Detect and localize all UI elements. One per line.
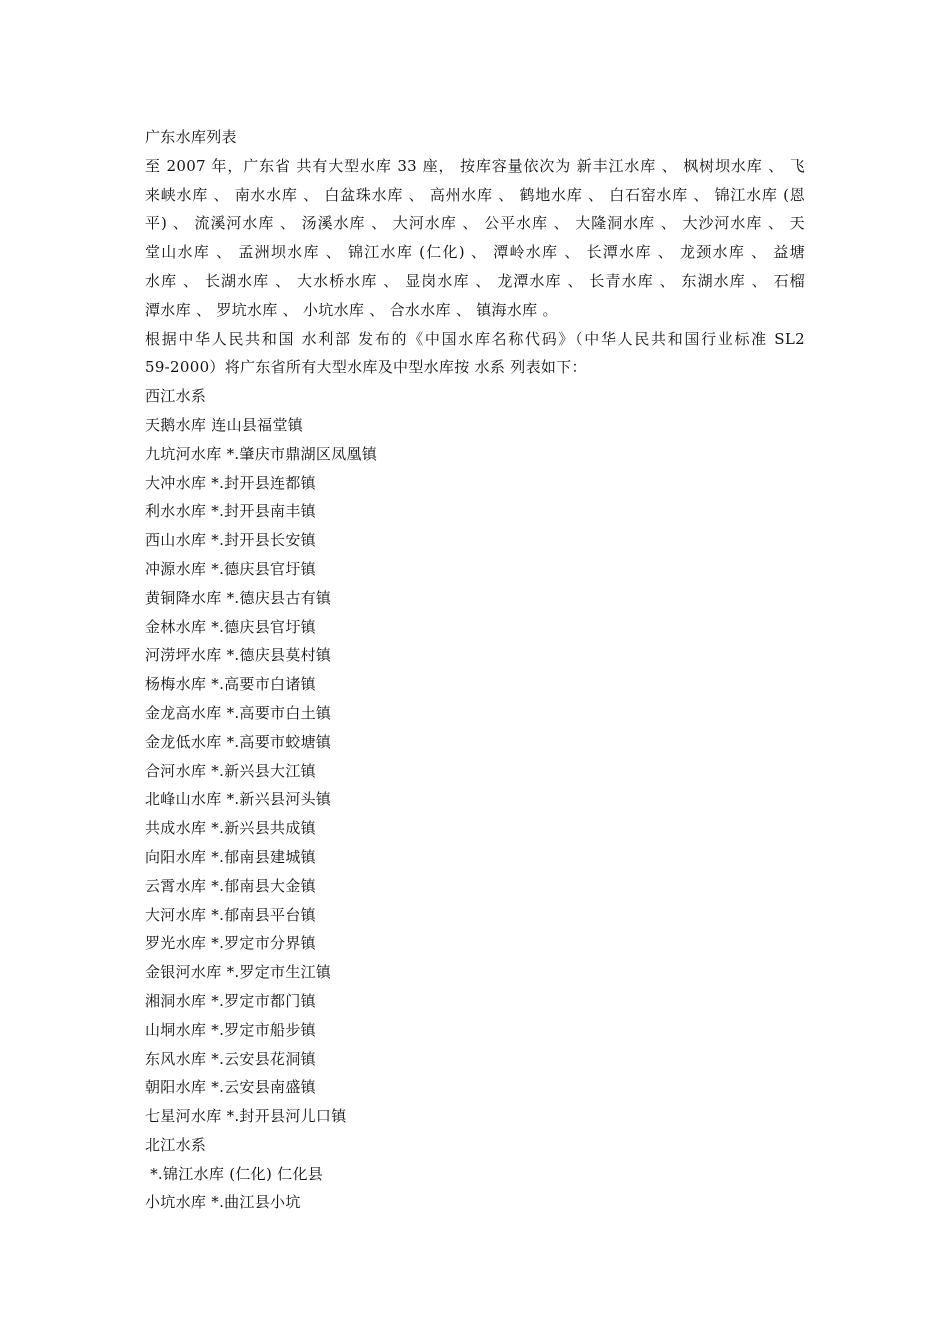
section-heading-beijiang: 北江水系 bbox=[145, 1135, 207, 1154]
xijiang-list bbox=[145, 411, 805, 1131]
reservoir-item: 合河水库 *.新兴县大江镇 bbox=[145, 761, 316, 780]
reservoir-item: 朝阳水库 *.云安县南盛镇 bbox=[145, 1078, 316, 1097]
reservoir-item: 九坑河水库 *.肇庆市鼎湖区凤凰镇 bbox=[145, 444, 378, 463]
reservoir-item: 河涝坪水库 *.德庆县莫村镇 bbox=[145, 646, 332, 665]
reservoir-item: 利水水库 *.封开县南丰镇 bbox=[145, 502, 316, 521]
intro-paragraph bbox=[145, 152, 805, 325]
reservoir-item: 大冲水库 *.封开县连都镇 bbox=[145, 473, 316, 492]
reservoir-item: 黄铜降水库 *.德庆县古有镇 bbox=[145, 588, 332, 607]
intro-line: 至 2007 年，广东省 共有大型水库 33 座， 按库容量依次为 新丰江水库 、 枫树坝水库 、 飞 bbox=[145, 156, 805, 175]
intro-line: 堂山水库 、 孟洲坝水库 、 锦江水库 (仁化) 、 潭岭水库 、 长潭水库 、 龙颈水库 、 益塘 bbox=[145, 243, 805, 262]
reservoir-item: 金龙高水库 *.高要市白土镇 bbox=[145, 703, 332, 722]
section-heading-xijiang: 西江水系 bbox=[145, 387, 207, 406]
reservoir-item: 北峰山水库 *.新兴县河头镇 bbox=[145, 790, 332, 809]
reservoir-item: 西山水库 *.封开县长安镇 bbox=[145, 531, 316, 550]
intro-line: 潭水库 、 罗坑水库 、 小坑水库 、 合水水库 、 镇海水库 。 bbox=[145, 300, 558, 319]
reservoir-item: 金龙低水库 *.高要市蛟塘镇 bbox=[145, 732, 332, 751]
basis-paragraph bbox=[145, 325, 805, 383]
reservoir-item: 共成水库 *.新兴县共成镇 bbox=[145, 819, 316, 838]
reservoir-item: 天鹅水库 连山县福堂镇 bbox=[145, 415, 304, 434]
reservoir-item: 山垌水库 *.罗定市船步镇 bbox=[145, 1020, 316, 1039]
reservoir-item: 小坑水库 *.曲江县小坑 bbox=[145, 1193, 301, 1212]
basis-line: 根据中华人民共和国 水利部 发布的《中国水库名称代码》（中华人民共和国行业标准 SL2 bbox=[145, 329, 805, 348]
reservoir-item: 湘洞水库 *.罗定市都门镇 bbox=[145, 991, 316, 1010]
reservoir-item: 罗光水库 *.罗定市分界镇 bbox=[145, 934, 316, 953]
reservoir-item: 冲源水库 *.德庆县官圩镇 bbox=[145, 559, 316, 578]
reservoir-item: *.锦江水库 (仁化) 仁化县 bbox=[145, 1164, 324, 1183]
reservoir-item: 金林水库 *.德庆县官圩镇 bbox=[145, 617, 316, 636]
document-title: 广东水库列表 bbox=[145, 128, 237, 146]
reservoir-item: 杨梅水库 *.高要市白诸镇 bbox=[145, 675, 316, 694]
reservoir-item: 向阳水库 *.郁南县建城镇 bbox=[145, 847, 316, 866]
intro-line: 水库 、 长湖水库 、 大水桥水库 、 显岗水库 、 龙潭水库 、 长青水库 、 东湖水库 、 石榴 bbox=[145, 271, 805, 290]
beijiang-list bbox=[145, 1160, 805, 1218]
document-page bbox=[145, 123, 805, 1217]
reservoir-item: 云霄水库 *.郁南县大金镇 bbox=[145, 876, 316, 895]
reservoir-item: 金银河水库 *.罗定市生江镇 bbox=[145, 963, 332, 982]
reservoir-item: 大河水库 *.郁南县平台镇 bbox=[145, 905, 316, 924]
reservoir-item: 七星河水库 *.封开县河儿口镇 bbox=[145, 1107, 347, 1126]
intro-line: 平) 、 流溪河水库 、 汤溪水库 、 大河水库 、 公平水库 、 大隆洞水库 、 大沙河水库 、 天 bbox=[145, 214, 805, 233]
basis-line: 59-2000）将广东省所有大型水库及中型水库按 水系 列表如下： bbox=[145, 358, 587, 377]
intro-line: 来峡水库 、 南水水库 、 白盆珠水库 、 高州水库 、 鹤地水库 、 白石窑水库 、 锦江水库 (恩 bbox=[145, 185, 805, 204]
reservoir-item: 东风水库 *.云安县花洞镇 bbox=[145, 1049, 316, 1068]
